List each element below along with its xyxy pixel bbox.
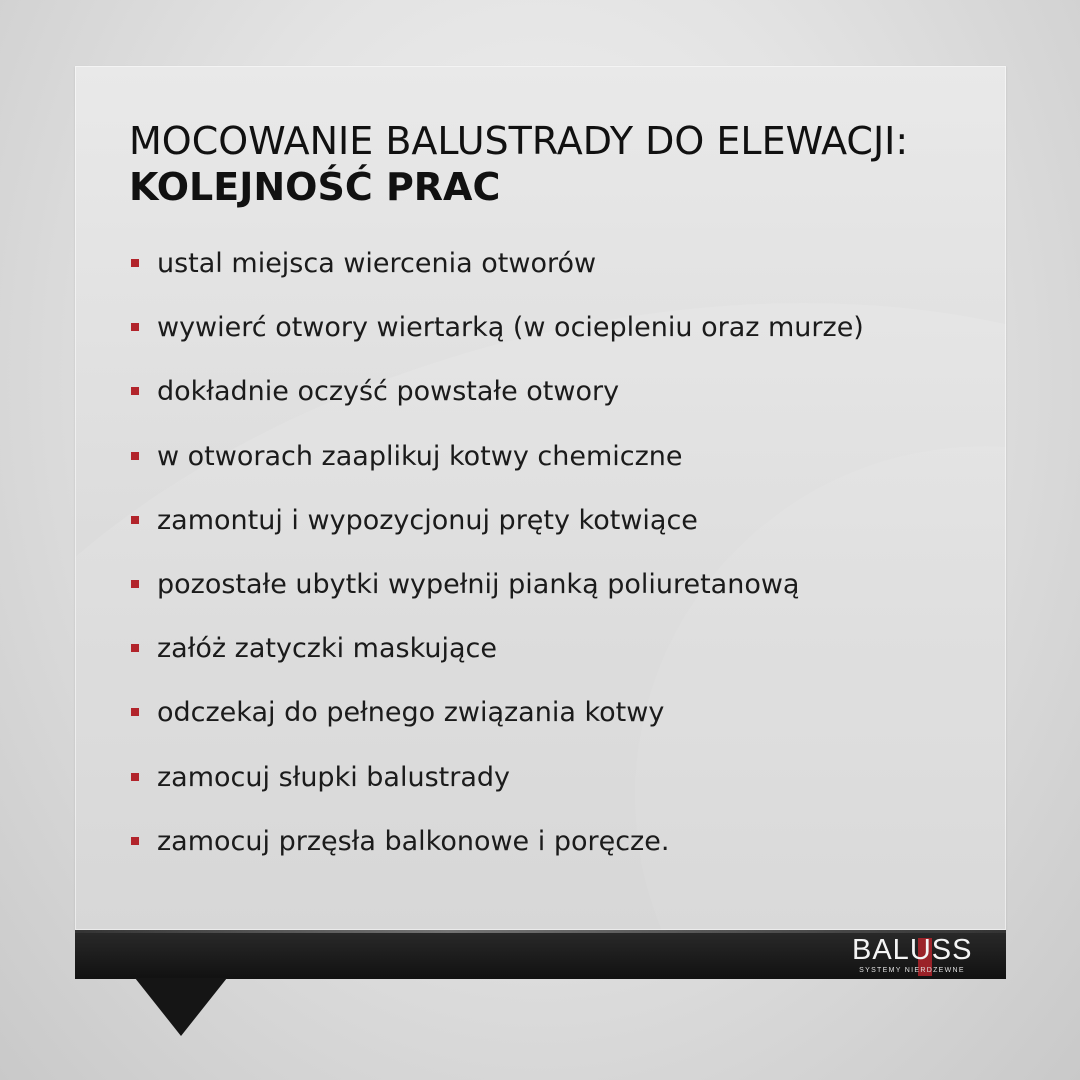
step-text: dokładnie oczyść powstałe otwory [157,376,620,408]
bullet-icon [131,837,139,845]
step-text: zamontuj i wypozycjonuj pręty kotwiące [157,504,698,536]
title-line-1: MOCOWANIE BALUSTRADY DO ELEWACJI: [129,119,909,163]
steps-list [129,242,864,884]
bullet-icon [131,452,139,460]
title-line-2: KOLEJNOŚĆ PRAC [129,165,501,209]
list-item [129,499,864,563]
list-item [129,756,864,820]
page-title [129,118,986,210]
step-text: wywierć otwory wiertarką (w ociepleniu oraz murze) [157,312,864,344]
list-item [129,691,864,755]
step-text: odczekaj do pełnego związania kotwy [157,697,665,729]
instruction-card [75,66,1006,930]
bullet-icon [131,516,139,524]
step-text: zamocuj słupki balustrady [157,761,511,793]
logo-wordmark: BALUSS [852,934,973,966]
bullet-icon [131,387,139,395]
bullet-icon [131,644,139,652]
list-item [129,820,864,884]
bullet-icon [131,259,139,267]
list-item [129,563,864,627]
step-text: w otworach zaaplikuj kotwy chemiczne [157,440,683,472]
list-item [129,242,864,306]
step-text: ustal miejsca wiercenia otworów [157,248,597,279]
step-text: zamocuj przęsła balkonowe i poręcze. [157,825,670,857]
step-text: załóż zatyczki maskujące [157,633,498,665]
brand-logo [852,934,972,976]
bullet-icon [131,708,139,716]
footer-highlight [75,930,1006,933]
logo-tagline: SYSTEMY NIERDZEWNE [859,967,965,974]
speech-pointer-icon [135,978,227,1036]
bullet-icon [131,323,139,331]
list-item [129,370,864,434]
list-item [129,306,864,370]
list-item [129,627,864,691]
step-text: pozostałe ubytki wypełnij pianką poliuretanową [157,568,800,600]
list-item [129,435,864,499]
bullet-icon [131,580,139,588]
footer-bar [75,930,1006,979]
bullet-icon [131,773,139,781]
